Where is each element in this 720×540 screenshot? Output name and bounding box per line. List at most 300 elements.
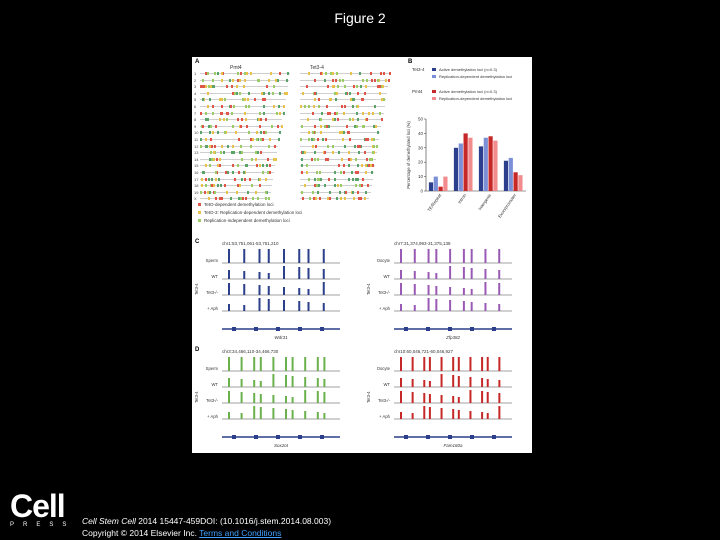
locus-tick	[308, 138, 310, 141]
locus-tick	[365, 191, 367, 194]
locus-tick	[200, 145, 202, 148]
locus-tick	[250, 145, 252, 148]
exon	[404, 327, 408, 331]
locus-tick	[260, 151, 262, 154]
locus-tick	[241, 178, 243, 181]
locus-tick	[329, 197, 331, 200]
locus-tick	[205, 164, 207, 167]
chromosome-label: 13	[194, 150, 199, 156]
locus-tick	[327, 85, 329, 88]
locus-tick	[356, 112, 358, 115]
locus-tick	[232, 171, 234, 174]
locus-tick	[380, 72, 382, 75]
bar	[514, 172, 518, 191]
locus-tick	[321, 112, 323, 115]
genome-browser-tracks	[192, 239, 532, 453]
locus-tick	[212, 85, 214, 88]
locus-tick	[200, 85, 202, 88]
locus-tick	[359, 145, 361, 148]
panel-d-label: D	[195, 347, 200, 353]
methylation-bar	[458, 357, 460, 371]
methylation-bar	[498, 270, 500, 279]
methylation-bar	[429, 357, 431, 371]
locus-tick	[363, 125, 365, 128]
locus-tick	[364, 92, 366, 95]
locus-tick	[371, 158, 373, 161]
locus-tick	[210, 85, 212, 88]
locus-tick	[207, 118, 209, 121]
methylation-bar	[323, 269, 325, 279]
locus-tick	[352, 178, 354, 181]
locus-tick	[263, 131, 265, 134]
locus-tick	[383, 72, 385, 75]
bar	[504, 161, 508, 191]
methylation-bar	[469, 390, 471, 403]
locus-tick	[361, 184, 363, 187]
locus-tick	[210, 138, 212, 141]
locus-tick	[210, 125, 212, 128]
locus-tick	[327, 112, 329, 115]
locus-tick	[307, 118, 309, 121]
locus-tick	[318, 98, 320, 101]
methylation-bar	[253, 380, 255, 387]
locus-tick	[276, 112, 278, 115]
panel-b-label: B	[408, 59, 413, 65]
locus-tick	[227, 145, 229, 148]
legend-text: Replication-dependent demethylation loci	[439, 96, 513, 101]
methylation-bar	[228, 378, 230, 387]
methylation-bar	[243, 284, 245, 295]
locus-tick	[202, 98, 204, 101]
methylation-bar	[292, 397, 294, 403]
track-label: WT	[383, 274, 390, 279]
locus-tick	[332, 145, 334, 148]
methylation-bar	[400, 304, 402, 311]
locus-tick	[255, 158, 257, 161]
track-group-label: Tet3-4	[366, 283, 371, 295]
locus-tick	[205, 138, 207, 141]
methylation-bar	[487, 379, 489, 387]
locus-tick	[314, 79, 316, 82]
methylation-bar	[228, 391, 230, 403]
locus-tick	[318, 184, 320, 187]
locus-tick	[269, 164, 271, 167]
locus-tick	[262, 171, 264, 174]
methylation-bar	[471, 289, 473, 295]
methylation-bar	[428, 272, 430, 279]
locus-tick	[352, 118, 354, 121]
locus-tick	[233, 105, 235, 108]
locus-tick	[205, 72, 207, 75]
methylation-bar	[400, 378, 402, 387]
methylation-bar	[400, 412, 402, 419]
bar	[459, 143, 463, 191]
locus-tick	[256, 138, 258, 141]
methylation-bar	[469, 357, 471, 371]
terms-link[interactable]: Terms and Conditions	[199, 528, 282, 538]
locus-tick	[300, 138, 302, 141]
logo-text: Cell	[10, 488, 65, 524]
methylation-bar	[285, 375, 287, 387]
legend-text: Replication-dependent demethylation loci	[439, 74, 513, 79]
locus-tick	[232, 145, 234, 148]
methylation-bar	[228, 357, 230, 371]
locus-tick	[213, 158, 215, 161]
locus-tick	[216, 158, 218, 161]
locus-tick	[329, 112, 331, 115]
methylation-bar	[414, 249, 416, 263]
locus-tick	[361, 164, 363, 167]
locus-tick	[260, 118, 262, 121]
locus-tick	[207, 105, 209, 108]
locus-tick	[340, 197, 342, 200]
locus-tick	[342, 79, 344, 82]
methylation-bar	[414, 271, 416, 279]
locus-tick	[348, 164, 350, 167]
locus-tick	[320, 131, 322, 134]
locus-tick	[348, 131, 350, 134]
methylation-bar	[458, 397, 460, 403]
locus-tick	[231, 112, 233, 115]
track-label: Sperm	[205, 258, 218, 263]
locus-tick	[379, 92, 381, 95]
locus-tick	[237, 72, 239, 75]
locus-tick	[372, 164, 374, 167]
locus-tick	[304, 184, 306, 187]
exon	[254, 327, 258, 331]
locus-tick	[226, 85, 228, 88]
locus-tick	[262, 164, 264, 167]
methylation-bar	[441, 357, 443, 371]
locus-tick	[220, 151, 222, 154]
locus-tick	[371, 171, 373, 174]
citation-block	[82, 515, 331, 539]
chromosome-label: 3	[194, 84, 197, 90]
locus-tick	[308, 131, 310, 134]
methylation-bar	[308, 302, 310, 311]
methylation-bar	[481, 412, 483, 419]
locus-tick	[377, 79, 379, 82]
bar	[509, 158, 513, 191]
methylation-bar	[429, 394, 431, 403]
locus-tick	[337, 184, 339, 187]
locus-tick	[205, 112, 207, 115]
locus-tick	[268, 92, 270, 95]
exon	[232, 327, 236, 331]
methylation-bar	[429, 407, 431, 419]
methylation-bar	[285, 396, 287, 403]
methylation-bar	[463, 267, 465, 279]
locus-tick	[352, 191, 354, 194]
locus-tick	[301, 164, 303, 167]
locus-tick	[265, 178, 267, 181]
track-label: WT	[211, 274, 218, 279]
methylation-bar	[412, 392, 414, 403]
methylation-bar	[283, 266, 285, 279]
locus-tick	[241, 158, 243, 161]
exon	[470, 327, 474, 331]
locus-tick	[337, 118, 339, 121]
track-label: Tet3-/-	[206, 290, 218, 295]
locus-tick	[377, 131, 379, 134]
legend-text: TetO-dependent demethylation loci	[204, 202, 274, 207]
locus-tick	[241, 151, 243, 154]
track-label: Tet3-/-	[206, 398, 218, 403]
locus-tick	[208, 178, 210, 181]
locus-tick	[239, 79, 241, 82]
methylation-bar	[449, 249, 451, 263]
locus-tick	[313, 105, 315, 108]
panel-a-col1: Pmt4	[230, 65, 242, 71]
locus-tick	[235, 131, 237, 134]
locus-tick	[383, 98, 385, 101]
locus-tick	[320, 178, 322, 181]
locus-tick	[382, 85, 384, 88]
methylation-bar	[498, 380, 500, 387]
locus-tick	[234, 92, 236, 95]
locus-tick	[230, 105, 232, 108]
locus-tick	[311, 158, 313, 161]
locus-tick	[232, 92, 234, 95]
locus-tick	[343, 112, 345, 115]
methylation-bar	[260, 357, 262, 371]
chromosome-label: X	[194, 196, 197, 202]
methylation-bar	[259, 298, 261, 311]
locus-tick	[314, 125, 316, 128]
methylation-bar	[423, 357, 425, 371]
exon	[470, 435, 474, 439]
locus-tick	[304, 151, 306, 154]
methylation-bar	[498, 393, 500, 403]
locus-tick	[269, 138, 271, 141]
locus-tick	[301, 171, 303, 174]
methylation-bar	[298, 301, 300, 311]
methylation-bar	[308, 268, 310, 279]
chromosome-label: 9	[194, 123, 197, 129]
locus-tick	[247, 191, 249, 194]
locus-tick	[317, 138, 319, 141]
methylation-bar	[423, 393, 425, 403]
track-label: Tet3-/-	[378, 290, 390, 295]
legend-swatch	[432, 90, 436, 93]
methylation-bar	[463, 249, 465, 263]
locus-tick	[366, 79, 368, 82]
locus-tick	[279, 72, 281, 75]
locus-tick	[256, 164, 258, 167]
methylation-bar	[323, 413, 325, 419]
locus-tick	[325, 138, 327, 141]
locus-tick	[277, 79, 279, 82]
track-group-label: Tet3-4	[194, 391, 199, 403]
methylation-bar	[498, 406, 500, 419]
locus-tick	[212, 79, 214, 82]
methylation-bar	[428, 285, 430, 295]
locus-tick	[335, 79, 337, 82]
locus-tick	[332, 151, 334, 154]
locus-tick	[242, 197, 244, 200]
methylation-bar	[452, 375, 454, 387]
locus-tick	[381, 118, 383, 121]
bar	[439, 187, 443, 191]
methylation-bar	[243, 271, 245, 279]
locus-tick	[250, 72, 252, 75]
methylation-bar	[498, 357, 500, 371]
cell-press-logo	[10, 490, 75, 528]
methylation-bar	[481, 357, 483, 371]
locus-tick	[351, 171, 353, 174]
chromosome-label: 1	[194, 71, 197, 76]
locus-tick	[286, 79, 288, 82]
locus-tick	[349, 138, 351, 141]
locus-tick	[208, 197, 210, 200]
legend-swatch	[198, 211, 201, 214]
locus-tick	[379, 85, 381, 88]
methylation-bar	[441, 408, 443, 419]
locus-tick	[215, 197, 217, 200]
locus-tick	[210, 151, 212, 154]
locus-tick	[220, 98, 222, 101]
locus-tick	[238, 197, 240, 200]
locus-tick	[374, 79, 376, 82]
locus-tick	[335, 98, 337, 101]
locus-tick	[332, 72, 334, 75]
locus-tick	[271, 125, 273, 128]
exon	[298, 435, 302, 439]
locus-tick	[205, 184, 207, 187]
locus-tick	[341, 105, 343, 108]
locus-tick	[356, 85, 358, 88]
locus-tick	[302, 92, 304, 95]
methylation-bar	[272, 357, 274, 371]
methylation-bar	[272, 408, 274, 419]
locus-tick	[236, 85, 238, 88]
methylation-bar	[317, 412, 319, 419]
locus-tick	[246, 72, 248, 75]
locus-tick	[244, 178, 246, 181]
methylation-bar	[308, 249, 310, 263]
methylation-bar	[435, 299, 437, 311]
methylation-bar	[317, 357, 319, 371]
locus-tick	[340, 171, 342, 174]
locus-tick	[361, 98, 363, 101]
methylation-bar	[298, 267, 300, 279]
locus-tick	[257, 197, 259, 200]
methylation-bar	[414, 284, 416, 295]
locus-tick	[270, 72, 272, 75]
methylation-bar	[449, 266, 451, 279]
methylation-bar	[317, 391, 319, 403]
locus-tick	[345, 92, 347, 95]
legend-text: Replication-independent demethylation loci	[204, 218, 290, 223]
locus-tick	[353, 85, 355, 88]
locus-tick	[329, 191, 331, 194]
locus-tick	[324, 151, 326, 154]
locus-tick	[324, 79, 326, 82]
locus-tick	[240, 145, 242, 148]
locus-tick	[217, 164, 219, 167]
locus-tick	[259, 125, 261, 128]
track-group-label: Tet3-4	[366, 391, 371, 403]
locus-tick	[257, 151, 259, 154]
locus-tick	[211, 145, 213, 148]
locus-tick	[357, 105, 359, 108]
methylation-bar	[449, 300, 451, 311]
legend-swatch	[432, 68, 436, 71]
locus-tick	[254, 98, 256, 101]
locus-tick	[308, 105, 310, 108]
locus-tick	[245, 197, 247, 200]
locus-tick	[265, 131, 267, 134]
locus-tick	[314, 98, 316, 101]
methylation-bar	[452, 357, 454, 371]
locus-tick	[236, 191, 238, 194]
locus-tick	[336, 112, 338, 115]
locus-tick	[365, 171, 367, 174]
locus-tick	[260, 138, 262, 141]
locus-tick	[385, 79, 387, 82]
bar	[493, 141, 497, 191]
exon	[492, 327, 496, 331]
legend-text: Active demethylation loci (n=0.3)	[439, 89, 497, 94]
locus-tick	[242, 98, 244, 101]
locus-tick	[234, 178, 236, 181]
methylation-bar	[259, 285, 261, 295]
methylation-bar	[423, 406, 425, 419]
locus-tick	[256, 131, 258, 134]
locus-tick	[357, 164, 359, 167]
locus-tick	[320, 72, 322, 75]
locus-tick	[317, 158, 319, 161]
locus-tick	[338, 164, 340, 167]
track-label: WT	[211, 382, 218, 387]
methylation-bar	[484, 282, 486, 295]
locus-tick	[362, 112, 364, 115]
locus-tick	[388, 79, 390, 82]
methylation-bar	[283, 300, 285, 311]
panel-b-bar-chart	[404, 115, 530, 230]
methylation-bar	[304, 411, 306, 419]
exon	[404, 435, 408, 439]
methylation-bar	[243, 305, 245, 311]
locus-tick	[358, 151, 360, 154]
locus-tick	[350, 158, 352, 161]
methylation-bar	[400, 283, 402, 295]
locus-tick	[368, 164, 370, 167]
locus-tick	[229, 79, 231, 82]
track-group-label: Tet3-4	[194, 283, 199, 295]
locus-tick	[344, 197, 346, 200]
locus-tick	[244, 72, 246, 75]
locus-tick	[318, 105, 320, 108]
locus-tick	[375, 125, 377, 128]
locus-tick	[356, 125, 358, 128]
legend-swatch	[432, 75, 436, 78]
locus-tick	[337, 85, 339, 88]
methylation-bar	[463, 288, 465, 295]
locus-tick	[273, 85, 275, 88]
methylation-bar	[260, 407, 262, 419]
figure-panel	[192, 57, 532, 453]
methylation-bar	[435, 249, 437, 263]
locus-tick	[218, 178, 220, 181]
locus-tick	[357, 92, 359, 95]
locus-tick	[302, 197, 304, 200]
methylation-bar	[241, 413, 243, 419]
methylation-bar	[400, 270, 402, 279]
bar	[454, 148, 458, 191]
locus-tick	[202, 171, 204, 174]
locus-tick	[238, 138, 240, 141]
